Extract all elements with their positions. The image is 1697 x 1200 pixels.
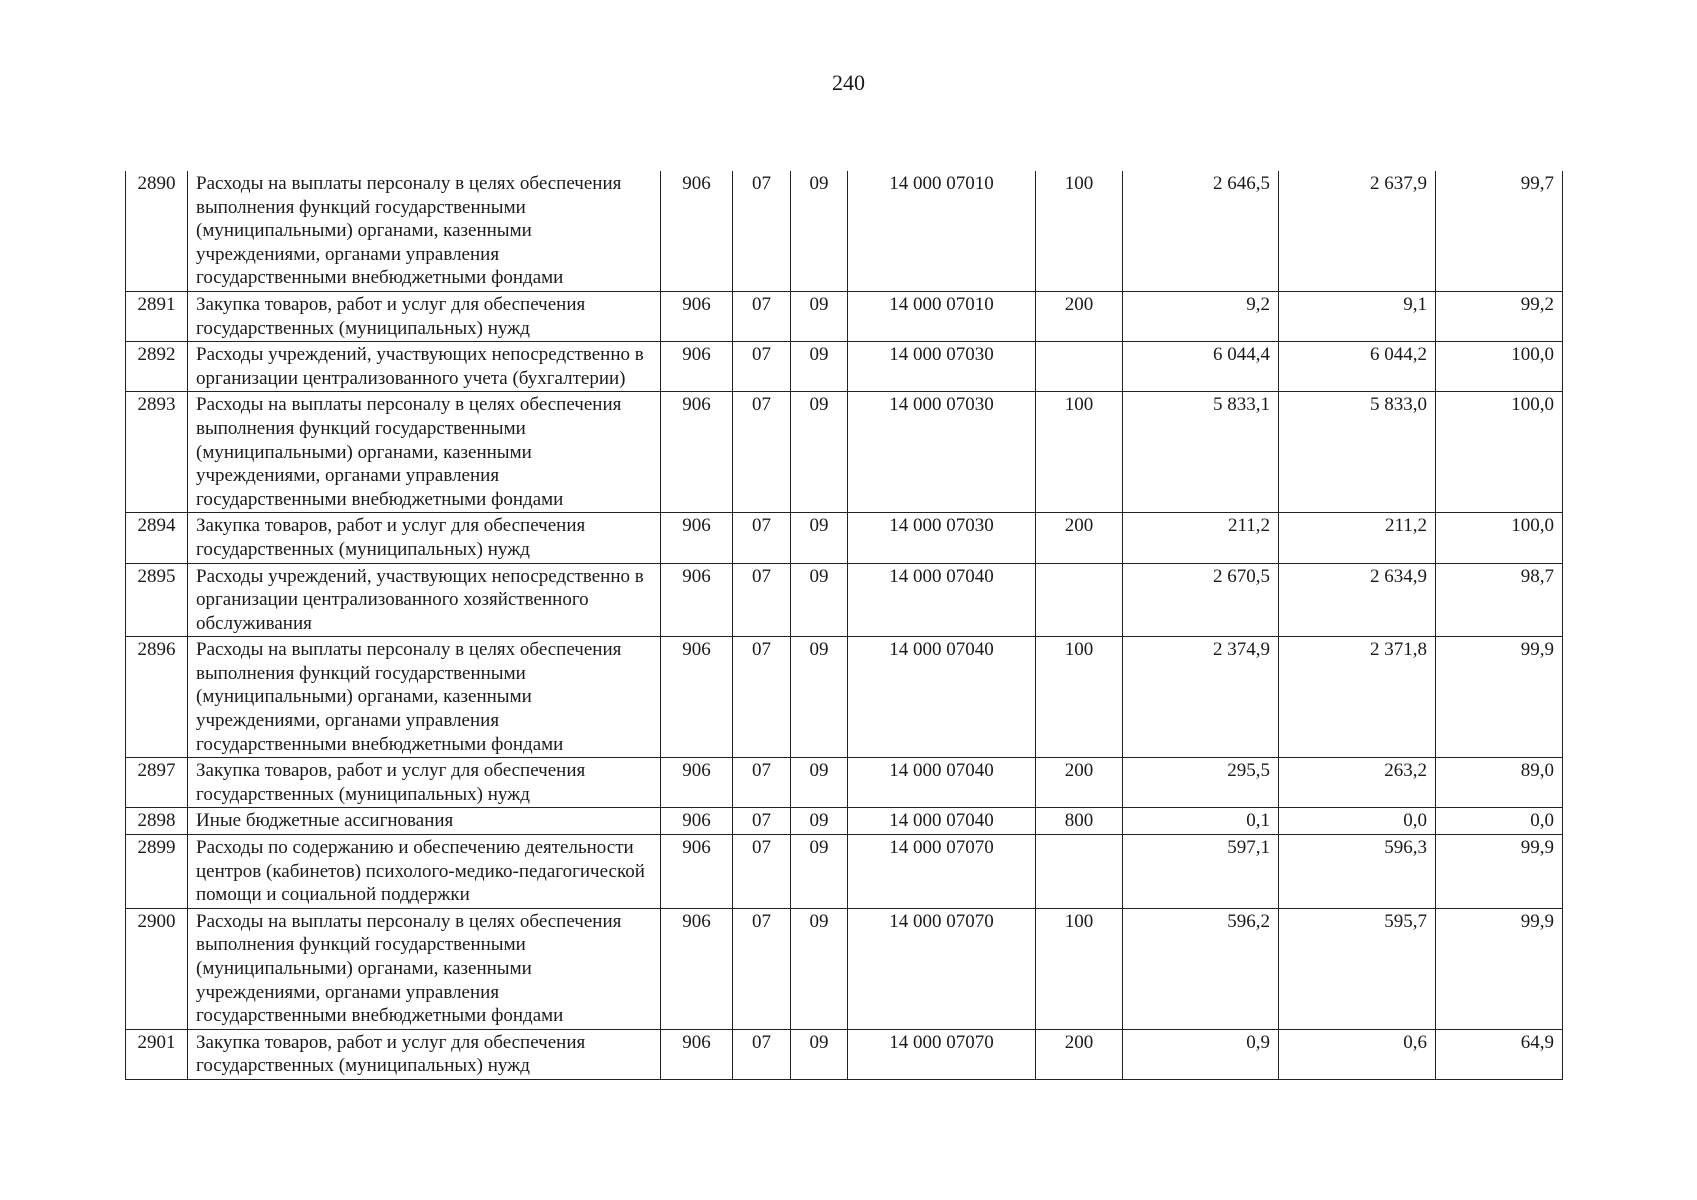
- row-number-cell: 2899: [126, 835, 188, 909]
- section-code-cell: 07: [733, 171, 791, 291]
- description-cell: Иные бюджетные ассигнования: [188, 808, 661, 835]
- row-number-cell: 2893: [126, 392, 188, 513]
- actual-amount-cell: 211,2: [1279, 513, 1436, 563]
- execution-percent-cell: 100,0: [1436, 392, 1563, 513]
- target-article-cell: 14 000 07030: [848, 513, 1036, 563]
- subsection-code-cell: 09: [791, 513, 848, 563]
- target-article-cell: 14 000 07010: [848, 171, 1036, 291]
- actual-amount-cell: 0,6: [1279, 1029, 1436, 1079]
- row-number-cell: 2901: [126, 1029, 188, 1079]
- table-row: [126, 758, 1563, 808]
- grbs-code-cell: 906: [661, 908, 733, 1029]
- actual-amount-cell: 263,2: [1279, 758, 1436, 808]
- actual-amount-cell: 596,3: [1279, 835, 1436, 909]
- subsection-code-cell: 09: [791, 808, 848, 835]
- target-article-cell: 14 000 07040: [848, 637, 1036, 758]
- description-cell: Закупка товаров, работ и услуг для обеспечения государственных (муниципальных) нужд: [188, 1029, 661, 1079]
- planned-amount-cell: 5 833,1: [1123, 392, 1279, 513]
- section-code-cell: 07: [733, 563, 791, 637]
- planned-amount-cell: 597,1: [1123, 835, 1279, 909]
- expense-type-cell: 200: [1036, 758, 1123, 808]
- execution-percent-cell: 98,7: [1436, 563, 1563, 637]
- table-row: [126, 392, 1563, 513]
- expense-type-cell: [1036, 342, 1123, 392]
- description-cell: Расходы на выплаты персоналу в целях обеспечения выполнения функций государственными (муниципальными) органами, казенными учреждениями, органами управления государственными внебюджетными фондами: [188, 637, 661, 758]
- planned-amount-cell: 2 374,9: [1123, 637, 1279, 758]
- target-article-cell: 14 000 07040: [848, 758, 1036, 808]
- target-article-cell: 14 000 07010: [848, 291, 1036, 341]
- actual-amount-cell: 0,0: [1279, 808, 1436, 835]
- table-row: [126, 513, 1563, 563]
- description-cell: Закупка товаров, работ и услуг для обеспечения государственных (муниципальных) нужд: [188, 758, 661, 808]
- grbs-code-cell: 906: [661, 808, 733, 835]
- actual-amount-cell: 595,7: [1279, 908, 1436, 1029]
- row-number-cell: 2898: [126, 808, 188, 835]
- planned-amount-cell: 596,2: [1123, 908, 1279, 1029]
- expense-type-cell: [1036, 835, 1123, 909]
- description-cell: Расходы по содержанию и обеспечению деятельности центров (кабинетов) психолого-медико-педагогической помощи и социальной поддержки: [188, 835, 661, 909]
- section-code-cell: 07: [733, 291, 791, 341]
- subsection-code-cell: 09: [791, 637, 848, 758]
- table-row: [126, 908, 1563, 1029]
- execution-percent-cell: 89,0: [1436, 758, 1563, 808]
- table-row: [126, 291, 1563, 341]
- execution-percent-cell: 99,9: [1436, 835, 1563, 909]
- subsection-code-cell: 09: [791, 563, 848, 637]
- description-cell: Расходы на выплаты персоналу в целях обеспечения выполнения функций государственными (муниципальными) органами, казенными учреждениями, органами управления государственными внебюджетными фондами: [188, 908, 661, 1029]
- execution-percent-cell: 0,0: [1436, 808, 1563, 835]
- actual-amount-cell: 2 634,9: [1279, 563, 1436, 637]
- grbs-code-cell: 906: [661, 291, 733, 341]
- section-code-cell: 07: [733, 392, 791, 513]
- description-cell: Закупка товаров, работ и услуг для обеспечения государственных (муниципальных) нужд: [188, 513, 661, 563]
- table-row: [126, 1029, 1563, 1079]
- table-body: [126, 171, 1563, 1079]
- grbs-code-cell: 906: [661, 513, 733, 563]
- execution-percent-cell: 99,7: [1436, 171, 1563, 291]
- execution-percent-cell: 99,9: [1436, 908, 1563, 1029]
- row-number-cell: 2891: [126, 291, 188, 341]
- table-row: [126, 171, 1563, 291]
- actual-amount-cell: 9,1: [1279, 291, 1436, 341]
- row-number-cell: 2890: [126, 171, 188, 291]
- subsection-code-cell: 09: [791, 835, 848, 909]
- section-code-cell: 07: [733, 758, 791, 808]
- description-cell: Расходы учреждений, участвующих непосредственно в организации централизованного учета (бухгалтерии): [188, 342, 661, 392]
- section-code-cell: 07: [733, 835, 791, 909]
- expense-type-cell: 800: [1036, 808, 1123, 835]
- table-row: [126, 637, 1563, 758]
- grbs-code-cell: 906: [661, 1029, 733, 1079]
- execution-percent-cell: 64,9: [1436, 1029, 1563, 1079]
- section-code-cell: 07: [733, 1029, 791, 1079]
- page-number: 240: [832, 70, 865, 95]
- planned-amount-cell: 2 646,5: [1123, 171, 1279, 291]
- subsection-code-cell: 09: [791, 291, 848, 341]
- planned-amount-cell: 6 044,4: [1123, 342, 1279, 392]
- description-cell: Расходы на выплаты персоналу в целях обеспечения выполнения функций государственными (муниципальными) органами, казенными учреждениями, органами управления государственными внебюджетными фондами: [188, 392, 661, 513]
- grbs-code-cell: 906: [661, 835, 733, 909]
- subsection-code-cell: 09: [791, 171, 848, 291]
- planned-amount-cell: 211,2: [1123, 513, 1279, 563]
- execution-percent-cell: 100,0: [1436, 513, 1563, 563]
- expense-type-cell: [1036, 563, 1123, 637]
- actual-amount-cell: 2 371,8: [1279, 637, 1436, 758]
- execution-percent-cell: 99,2: [1436, 291, 1563, 341]
- actual-amount-cell: 2 637,9: [1279, 171, 1436, 291]
- planned-amount-cell: 295,5: [1123, 758, 1279, 808]
- execution-percent-cell: 100,0: [1436, 342, 1563, 392]
- grbs-code-cell: 906: [661, 171, 733, 291]
- grbs-code-cell: 906: [661, 637, 733, 758]
- subsection-code-cell: 09: [791, 908, 848, 1029]
- row-number-cell: 2894: [126, 513, 188, 563]
- description-cell: Расходы учреждений, участвующих непосредственно в организации централизованного хозяйственного обслуживания: [188, 563, 661, 637]
- planned-amount-cell: 0,9: [1123, 1029, 1279, 1079]
- table-row: [126, 563, 1563, 637]
- expense-type-cell: 100: [1036, 392, 1123, 513]
- description-cell: Закупка товаров, работ и услуг для обеспечения государственных (муниципальных) нужд: [188, 291, 661, 341]
- planned-amount-cell: 0,1: [1123, 808, 1279, 835]
- grbs-code-cell: 906: [661, 392, 733, 513]
- target-article-cell: 14 000 07030: [848, 342, 1036, 392]
- budget-table: [125, 171, 1563, 1080]
- grbs-code-cell: 906: [661, 563, 733, 637]
- subsection-code-cell: 09: [791, 758, 848, 808]
- expense-type-cell: 100: [1036, 637, 1123, 758]
- expense-type-cell: 100: [1036, 171, 1123, 291]
- subsection-code-cell: 09: [791, 342, 848, 392]
- grbs-code-cell: 906: [661, 758, 733, 808]
- target-article-cell: 14 000 07070: [848, 1029, 1036, 1079]
- planned-amount-cell: 2 670,5: [1123, 563, 1279, 637]
- section-code-cell: 07: [733, 908, 791, 1029]
- description-cell: Расходы на выплаты персоналу в целях обеспечения выполнения функций государственными (муниципальными) органами, казенными учреждениями, органами управления государственными внебюджетными фондами: [188, 171, 661, 291]
- actual-amount-cell: 6 044,2: [1279, 342, 1436, 392]
- expense-type-cell: 200: [1036, 291, 1123, 341]
- expense-type-cell: 200: [1036, 1029, 1123, 1079]
- row-number-cell: 2895: [126, 563, 188, 637]
- execution-percent-cell: 99,9: [1436, 637, 1563, 758]
- row-number-cell: 2897: [126, 758, 188, 808]
- target-article-cell: 14 000 07040: [848, 808, 1036, 835]
- table-row: [126, 342, 1563, 392]
- expense-type-cell: 200: [1036, 513, 1123, 563]
- subsection-code-cell: 09: [791, 392, 848, 513]
- section-code-cell: 07: [733, 342, 791, 392]
- section-code-cell: 07: [733, 808, 791, 835]
- subsection-code-cell: 09: [791, 1029, 848, 1079]
- planned-amount-cell: 9,2: [1123, 291, 1279, 341]
- row-number-cell: 2896: [126, 637, 188, 758]
- target-article-cell: 14 000 07070: [848, 908, 1036, 1029]
- section-code-cell: 07: [733, 513, 791, 563]
- target-article-cell: 14 000 07070: [848, 835, 1036, 909]
- grbs-code-cell: 906: [661, 342, 733, 392]
- table-row: [126, 835, 1563, 909]
- row-number-cell: 2892: [126, 342, 188, 392]
- row-number-cell: 2900: [126, 908, 188, 1029]
- target-article-cell: 14 000 07040: [848, 563, 1036, 637]
- section-code-cell: 07: [733, 637, 791, 758]
- table-row: [126, 808, 1563, 835]
- actual-amount-cell: 5 833,0: [1279, 392, 1436, 513]
- expense-type-cell: 100: [1036, 908, 1123, 1029]
- target-article-cell: 14 000 07030: [848, 392, 1036, 513]
